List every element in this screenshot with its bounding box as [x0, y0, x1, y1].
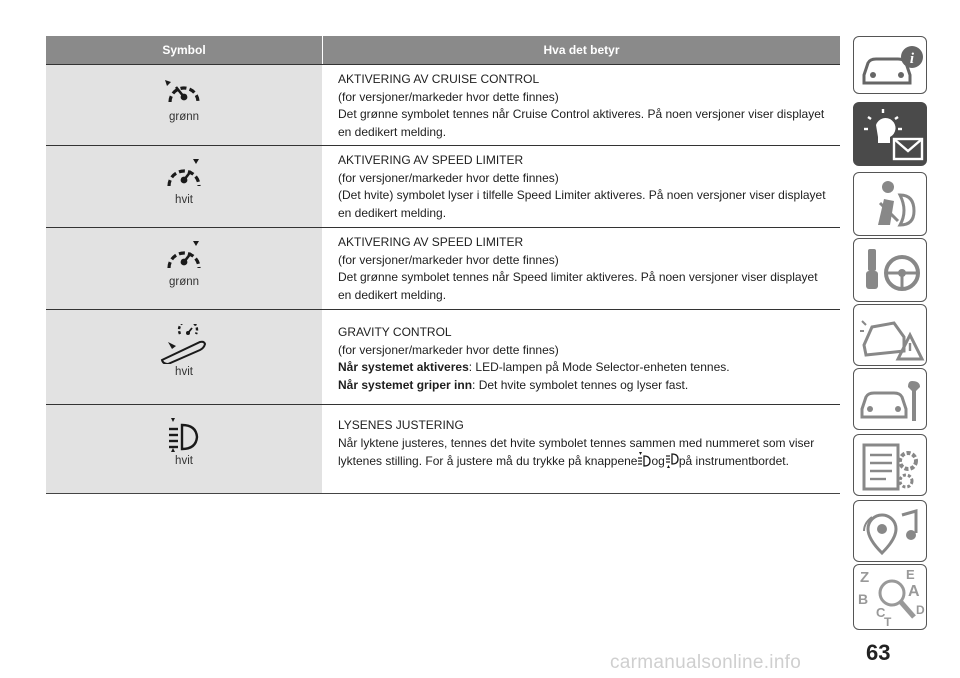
row-title: LYSENES JUSTERING	[338, 418, 464, 432]
meaning-cell	[322, 310, 840, 404]
speed-limiter-icon	[162, 158, 206, 192]
svg-text:i: i	[909, 51, 915, 67]
symbol-color-label: hvit	[175, 194, 193, 206]
row-description-cont: lyktenes stilling. For å justere må du trykke på knappene og på instrumentbordet.	[338, 454, 789, 468]
speed-limiter-icon	[162, 240, 206, 274]
item-label: Når systemet aktiveres	[338, 360, 469, 374]
table-header	[46, 36, 840, 64]
headlight-leveling-icon	[164, 417, 204, 453]
sidebar-tab-emergency[interactable]	[853, 304, 927, 366]
emergency-icon	[854, 305, 928, 367]
row-description: (Det hvite) symbolet lyser i tilfelle Speed Limiter aktiveres. På noen versjoner viser displayet en dedikert melding.	[338, 188, 826, 220]
index-letter: A	[908, 583, 920, 600]
meaning-cell	[322, 228, 840, 309]
symbol-color-label: grønn	[168, 276, 200, 288]
index-letter: C	[876, 605, 886, 620]
row-description: Det grønne symbolet tennes når Speed limiter aktiveres. På noen versjoner viser displayet en dedikert melding.	[338, 270, 818, 302]
headlight-up-button-icon	[637, 452, 651, 468]
table-row	[46, 145, 840, 227]
row-availability: (for versjoner/markeder hvor dette finnes)	[338, 252, 559, 267]
meaning-cell	[322, 65, 840, 145]
symbol-color-label: hvit	[175, 455, 193, 467]
row-item	[338, 359, 832, 377]
row-availability: (for versjoner/markeder hvor dette finnes)	[338, 170, 559, 185]
watermark: carmanualsonline.info	[610, 652, 802, 673]
row-availability: (for versjoner/markeder hvor dette finnes)	[338, 342, 559, 357]
index-letter: T	[884, 615, 892, 629]
symbol-color-label: grønn	[168, 111, 200, 123]
index-letter: D	[916, 603, 925, 617]
warning-symbols-table	[46, 36, 840, 494]
symbol-cell	[46, 405, 322, 493]
gravity-control-icon	[154, 324, 214, 364]
symbol-cell	[46, 146, 322, 227]
table-row	[46, 64, 840, 145]
index-letter: Z	[860, 569, 870, 586]
maintenance-icon	[854, 369, 928, 431]
sidebar-tab-index[interactable]	[853, 564, 927, 630]
page-number: 63	[866, 640, 891, 665]
item-label: Når systemet griper inn	[338, 377, 473, 392]
row-title: GRAVITY CONTROL	[338, 325, 452, 339]
cruise-control-icon	[162, 77, 206, 109]
meaning-cell	[322, 405, 840, 493]
warning-light-icon	[854, 103, 928, 167]
symbol-cell	[46, 65, 322, 145]
row-title: AKTIVERING AV CRUISE CONTROL	[338, 72, 540, 86]
index-letter: B	[858, 591, 869, 607]
sidebar-tab-warning-lights[interactable]	[853, 102, 927, 166]
symbol-cell	[46, 310, 322, 404]
sidebar-tab-technical-data[interactable]	[853, 434, 927, 496]
multimedia-icon	[854, 501, 928, 563]
row-title: AKTIVERING AV SPEED LIMITER	[338, 153, 524, 167]
sidebar-tab-car-info[interactable]	[853, 36, 927, 94]
table-row	[46, 227, 840, 309]
technical-data-icon	[854, 435, 928, 497]
row-item	[338, 377, 832, 395]
meaning-cell	[322, 146, 840, 227]
header-meaning: Hva det betyr	[322, 36, 840, 64]
sidebar-tab-safety[interactable]	[853, 172, 927, 236]
item-text: : Det hvite symbolet tennes og lyser fast.	[472, 377, 689, 392]
symbol-cell	[46, 228, 322, 309]
row-description: Det grønne symbolet tennes når Cruise Control aktiveres. På noen versjoner viser displayet en dedikert melding.	[338, 107, 825, 139]
safety-airbag-icon	[854, 173, 928, 237]
table-row	[46, 309, 840, 404]
header-symbol: Symbol	[162, 43, 206, 57]
index-letter: E	[906, 567, 915, 582]
starting-driving-icon	[854, 239, 928, 303]
item-text: : LED-lampen på Mode Selector-enheten tennes.	[468, 360, 730, 374]
row-title: AKTIVERING AV SPEED LIMITER	[338, 235, 524, 249]
car-info-icon	[854, 37, 928, 95]
symbol-color-label: hvit	[175, 366, 193, 378]
sidebar-tab-starting[interactable]	[853, 238, 927, 302]
sidebar-tab-maintenance[interactable]	[853, 368, 927, 430]
row-description: Når lyktene justeres, tennes det hvite symbolet tennes sammen med nummeret som viser	[338, 435, 815, 450]
sidebar-tab-multimedia[interactable]	[853, 500, 927, 562]
table-row	[46, 404, 840, 493]
headlight-down-button-icon	[665, 452, 679, 468]
row-availability: (for versjoner/markeder hvor dette finnes)	[338, 89, 559, 104]
